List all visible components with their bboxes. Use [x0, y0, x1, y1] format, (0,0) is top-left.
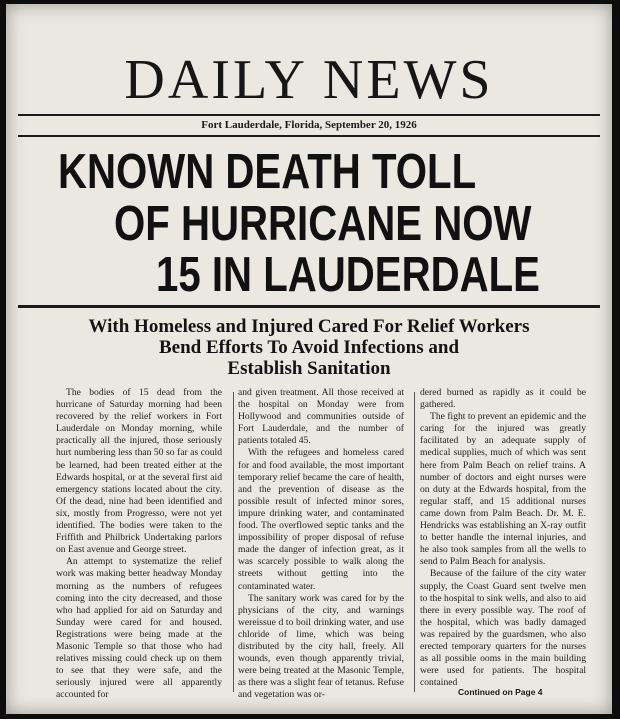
paragraph: Because of the failure of the city water supply, the Coast Guard sent twelve men to the hospital to sink wells, and also to aid there in every possible way. The roof of the hospital, which was badly damaged was repaired by the guardsmen, who also erected temporary quarters for the nurses as all possible ooms in the main building were used for patients. The hospital contained: [420, 568, 586, 689]
article-column-1: [56, 387, 222, 701]
paragraph: dered burned as rapidly as it could be gathered.: [420, 387, 586, 411]
paragraph: With the refugees and homeless cared for and food available, the most important temporary relief became the care of health, and the prevention of disease as the possible result of infected minor sores, impure drinking water, and contaminated food. The overflowed septic tanks and the impossibility of proper disposal of refuse made the danger of infection great, as it was scarcely possible to walk along the streets without getting into the contaminated water.: [238, 447, 404, 592]
paragraph: and given treatment. All those received at the hospital on Monday were from Hollywood and communities outside of Fort Lauderdale, and the number of patients totaled 45.: [238, 387, 404, 447]
headline-line-2: OF HURRICANE NOW: [114, 197, 532, 251]
dateline: Fort Lauderdale, Florida, September 20, 1926: [201, 119, 417, 131]
top-rule: [18, 114, 600, 116]
subhead-line-1: With Homeless and Injured Cared For Relief Workers: [88, 316, 530, 337]
paragraph: The bodies of 15 dead from the hurricane of Saturday morning had been recovered by the relief workers in Fort Lauderdale on Monday morning, while practically all the injured, those seriously hurt numbering less than 50 so far as could be learned, had been treated either at the Edwards hospital, or at the several first aid emergency stations located about the city. Of the dead, nine had been identified and six, mostly from Progresso, were not yet identified. The bodies were taken to the Friffith and Philbrick Undertaking parlors on East avenue and George street.: [56, 387, 222, 556]
dateline-rule: [18, 135, 600, 137]
subheadline: [16, 316, 602, 379]
paragraph: The sanitary work was cared for by the physicians of the city, and warnings wereissue d to boil drinking water, and use chloride of lime, which was being distributed by the city hall, freely. All wounds, even though apparently trivial, were being treated at the Masonic Temple, as there was a slight fear of tetanus. Refuse and vegetation was or-: [238, 592, 404, 701]
subhead-line-2: Bend Efforts To Avoid Infections and: [158, 337, 460, 358]
newspaper-page: [6, 4, 612, 714]
subhead-line-3: Establish Sanitation: [227, 358, 391, 379]
paragraph: The fight to prevent an epidemic and the caring for the injured was greatly facilitated by an adequate supply of medical supplies, much of which was sent here from Palm Beach on relief trains. A number of doctors and eight nurses were on duty at the Edwards hospital, from the regular staff, and 15 additional nurses came down from Palm Beach. Dr. M. E. Hendricks was establishing an X-ray outfit to better handle the internal injuries, and he also took samples from all the wells to send to Palm Beach for analysis.: [420, 411, 586, 568]
article-column-2: [238, 387, 404, 701]
paragraph: An attempt to systematize the relief work was making better headway Monday morning as the numbers of refugees coming into the city decreased, and those who had applied for aid on Saturday and Sunday were cared for and housed. Registrations were being made at the Masonic Temple so that those who had relatives missing could check up on them to see that they were safe, and the seriously injured were all apparently accounted for: [56, 556, 222, 701]
headline-rule: [18, 305, 600, 308]
continued-note: Continued on Page 4: [458, 687, 543, 697]
headline-line-1: KNOWN DEATH TOLL: [58, 145, 477, 199]
article-column-3: [420, 387, 586, 687]
headline-line-3: 15 IN LAUDERDALE: [156, 248, 540, 302]
masthead: DAILY NEWS: [124, 49, 494, 111]
